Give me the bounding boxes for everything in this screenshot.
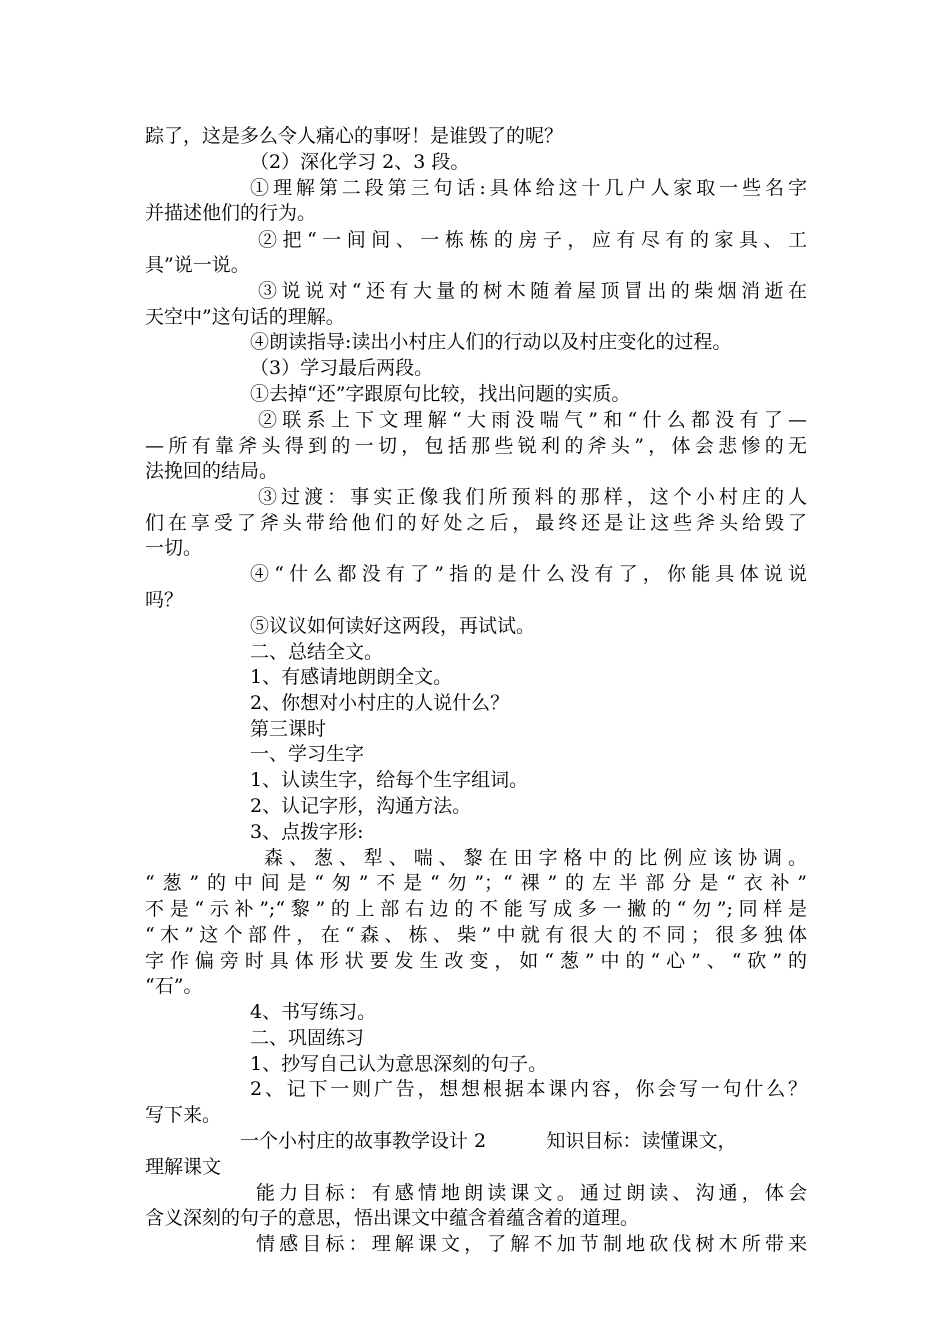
text-line: 森、葱、犁、喘、黎在田字格中的比例应该协调。 bbox=[264, 847, 807, 869]
text-line: ②把“一间间、一栋栋的房子，应有尽有的家具、工 bbox=[258, 229, 807, 251]
text-line: 一切。 bbox=[145, 537, 203, 559]
text-line: 含义深刻的句子的意思，悟出课文中蕴含着蕴含着的道理。 bbox=[145, 1207, 640, 1229]
text-line: 字作偏旁时具体形状要发生改变，如“葱”中的“心”、“砍”的 bbox=[145, 950, 807, 972]
text-line: ③说说对“还有大量的树木随着屋顶冒出的柴烟消逝在 bbox=[258, 280, 807, 302]
text-line: 具”说一说。 bbox=[145, 254, 250, 276]
text-line: 2、记下一则广告，想想根据本课内容，你会写一句什么？ bbox=[250, 1078, 807, 1100]
text-line: 1、有感请地朗朗全文。 bbox=[250, 666, 453, 688]
text-line: “石”。 bbox=[145, 975, 203, 997]
text-line: ④朗读指导:读出小村庄人们的行动以及村庄变化的过程。 bbox=[250, 331, 732, 353]
text-line: （3）学习最后两段。 bbox=[250, 357, 434, 379]
text-line: 1、抄写自己认为意思深刻的句子。 bbox=[250, 1053, 548, 1075]
text-line: ⑤议议如何读好这两段，再试试。 bbox=[250, 615, 536, 637]
text-line: “木”这个部件，在“森、栋、柴”中就有很大的不同；很多独体 bbox=[145, 924, 807, 946]
text-line: 一个小村庄的故事教学设计 2 知识目标：读懂课文， bbox=[240, 1130, 737, 1152]
text-line: 4、书写练习。 bbox=[250, 1001, 377, 1023]
text-line: ②联系上下文理解“大雨没喘气”和“什么都没有了— bbox=[258, 409, 807, 431]
text-line: 1、认读生字，给每个生字组词。 bbox=[250, 769, 529, 791]
text-line: 踪了，这是多么令人痛心的事呀！是谁毁了的呢？ bbox=[145, 125, 564, 147]
text-line: 理解课文 bbox=[145, 1156, 222, 1178]
text-line: “葱”的中间是“匆”不是“勿”；“裸”的左半部分是“衣补” bbox=[145, 872, 807, 894]
text-line: 2、你想对小村庄的人说什么？ bbox=[250, 692, 510, 714]
text-line: 能力目标：有感情地朗读课文。通过朗读、沟通，体会 bbox=[256, 1182, 807, 1204]
text-line: ④“什么都没有了”指的是什么没有了，你能具体说说 bbox=[250, 563, 807, 585]
text-line: 二、巩固练习 bbox=[250, 1027, 365, 1049]
text-line: 一、学习生字 bbox=[250, 743, 365, 765]
text-line: 3、点拨字形: bbox=[250, 821, 364, 843]
text-line: 2、认记字形，沟通方法。 bbox=[250, 795, 472, 817]
text-line: 第三课时 bbox=[250, 718, 327, 740]
text-line: 们在享受了斧头带给他们的好处之后，最终还是让这些斧头给毁了 bbox=[145, 512, 807, 534]
text-line: ①理解第二段第三句话:具体给这十几户人家取一些名字 bbox=[250, 177, 807, 199]
text-line: ①去掉“还”字跟原句比较，找出问题的实质。 bbox=[250, 383, 631, 405]
text-line: 吗？ bbox=[145, 589, 184, 611]
text-line: 法挽回的结局。 bbox=[145, 460, 279, 482]
text-line: 不是“示补”;“黎”的上部右边的不能写成多一撇的“勿”;同样是 bbox=[145, 898, 807, 920]
text-line: 并描述他们的行为。 bbox=[145, 202, 317, 224]
text-line: 情感目标：理解课文，了解不加节制地砍伐树木所带来 bbox=[256, 1233, 807, 1255]
text-line: 二、总结全文。 bbox=[250, 641, 384, 663]
text-line: 写下来。 bbox=[145, 1104, 222, 1126]
text-line: （2）深化学习 2、3 段。 bbox=[250, 151, 470, 173]
text-line: —所有靠斧头得到的一切，包括那些锐利的斧头”，体会悲惨的无 bbox=[145, 435, 807, 457]
text-line: ③过渡：事实正像我们所预料的那样，这个小村庄的人 bbox=[258, 486, 807, 508]
text-line: 天空中”这句话的理解。 bbox=[145, 306, 345, 328]
